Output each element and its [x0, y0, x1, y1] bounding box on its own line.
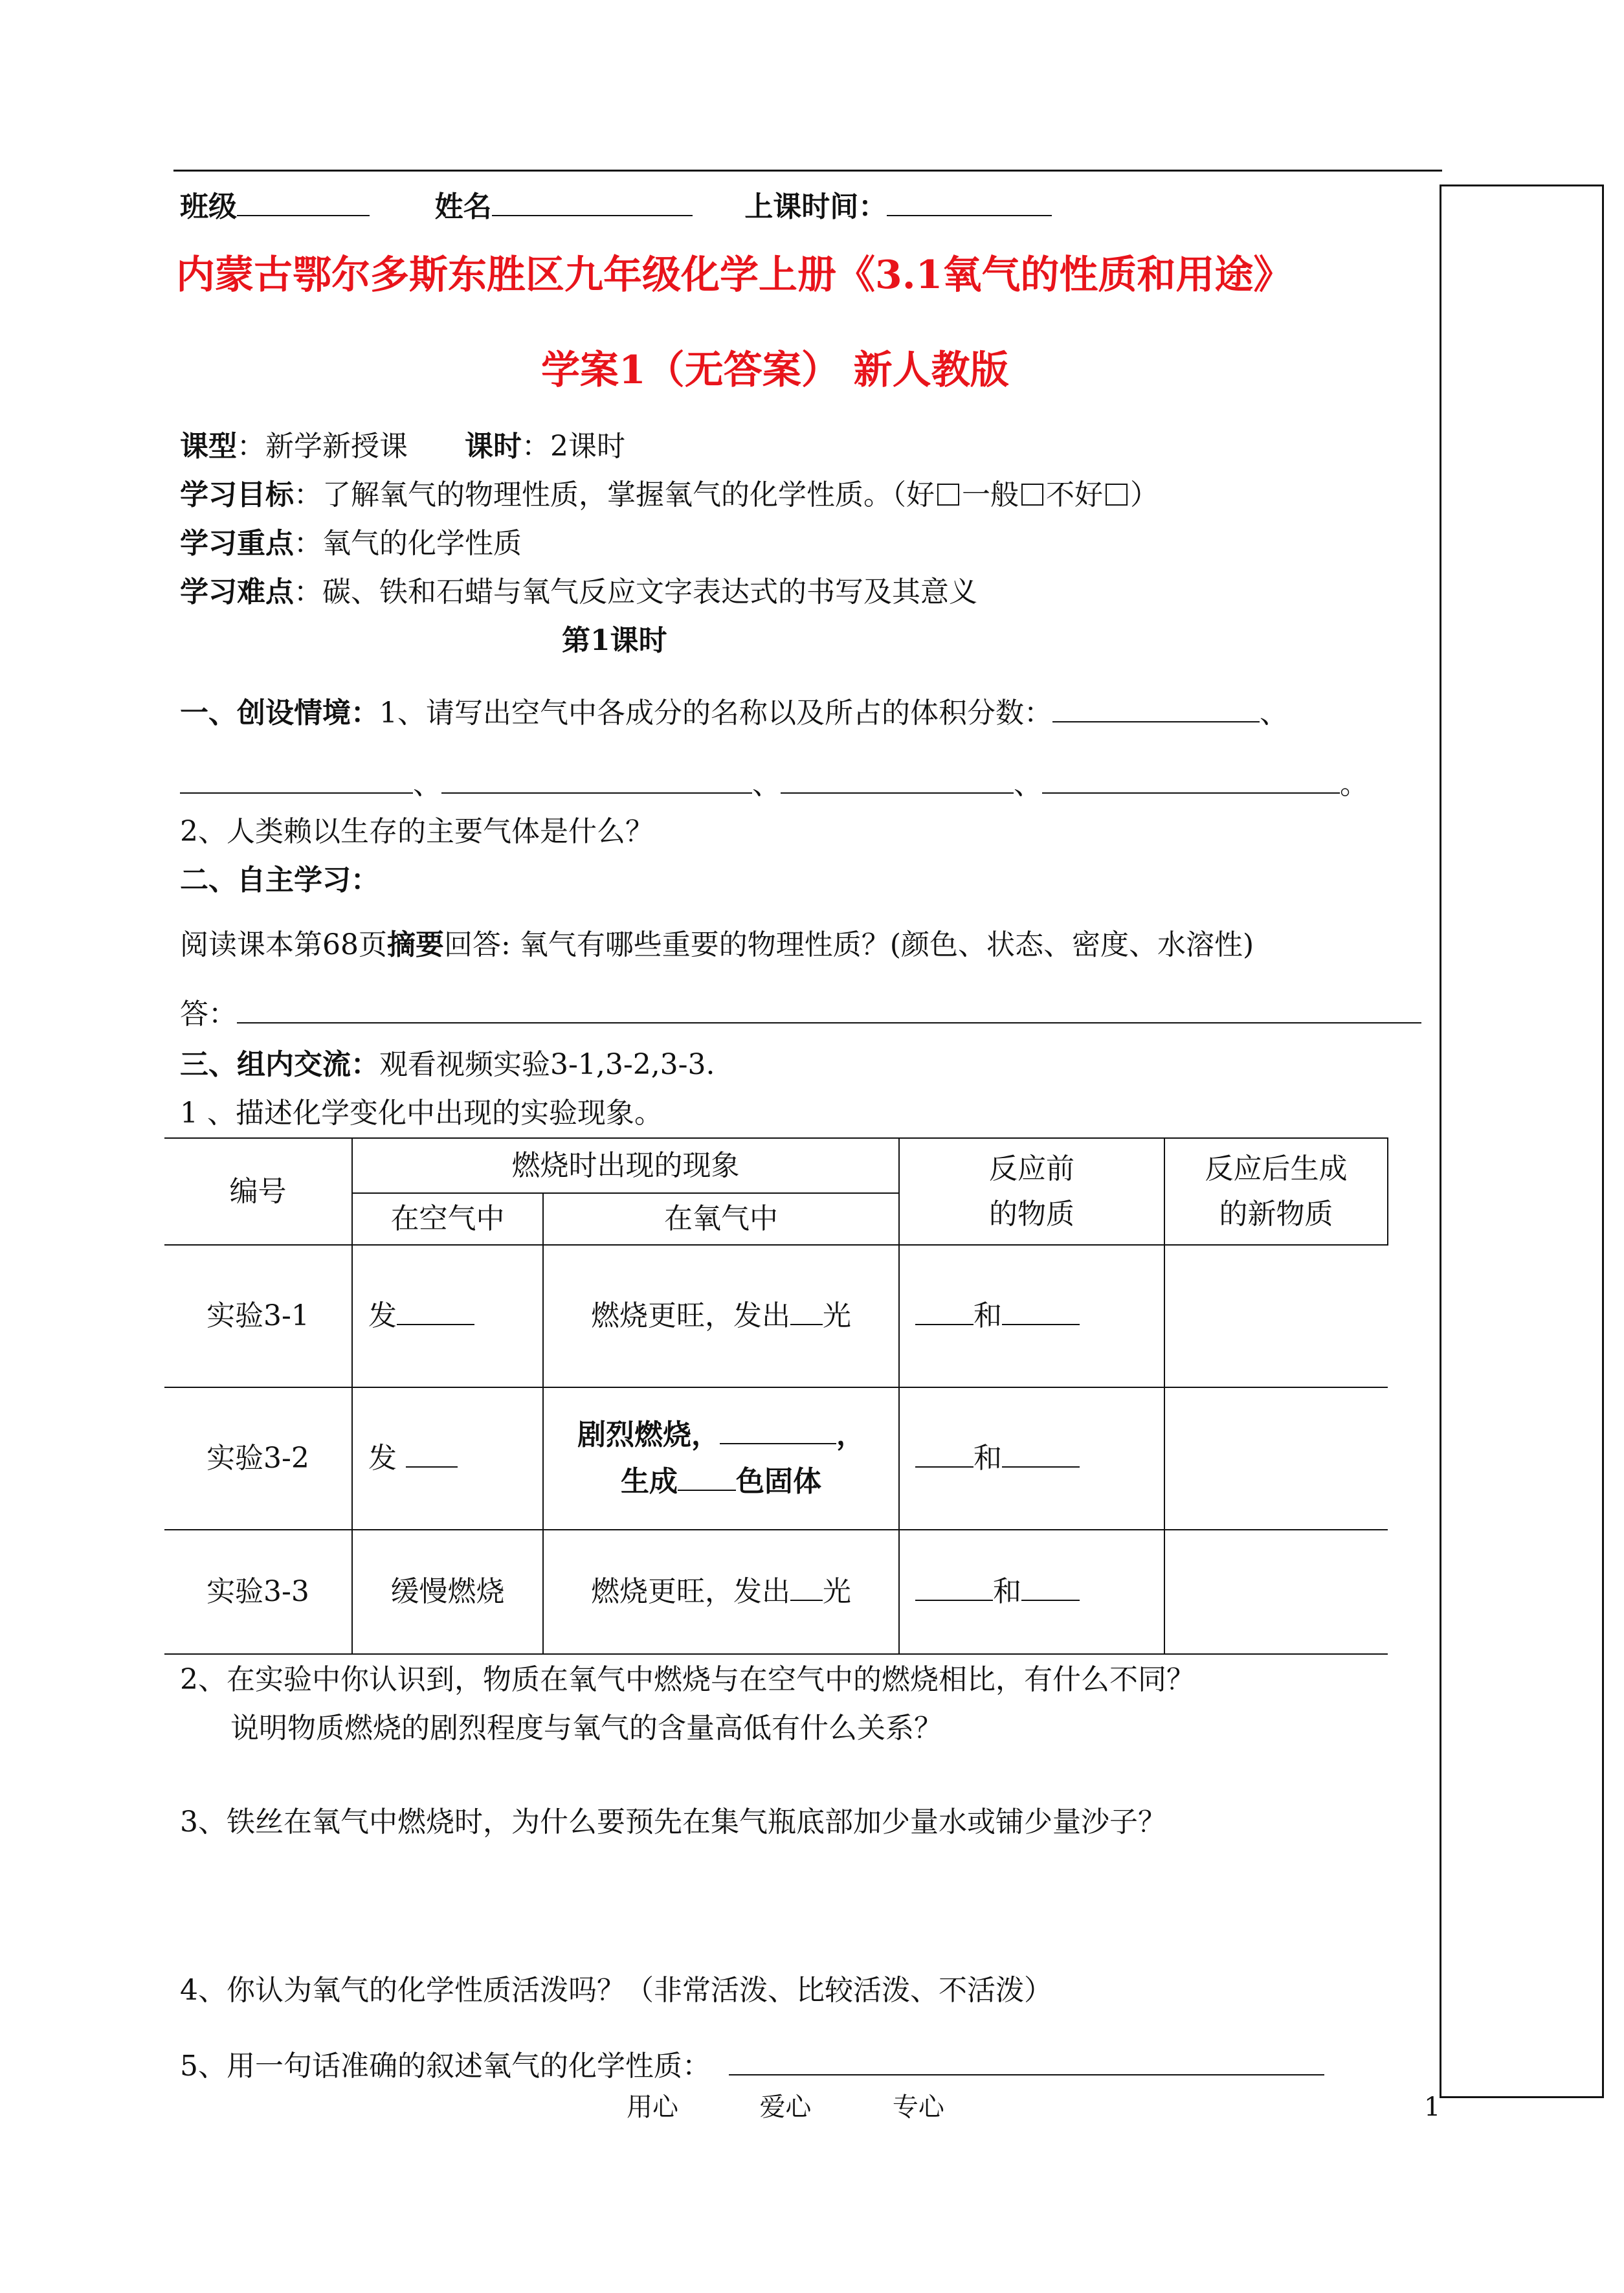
motto-2: 爱心 — [759, 2092, 812, 2122]
time-label: 上课时间： — [744, 190, 887, 223]
section3-heading: 三、组内交流： — [180, 1048, 379, 1081]
section2-heading: 二、自主学习： — [180, 864, 379, 897]
separator: 、 — [413, 768, 441, 801]
motto-3: 专心 — [892, 2092, 944, 2122]
row-oxygen-cell — [543, 1387, 899, 1530]
answer-blank[interactable] — [237, 994, 1421, 1023]
reactant-blank-1[interactable] — [915, 1295, 973, 1325]
header-reactants — [899, 1138, 1164, 1245]
answer-label: 答： — [180, 998, 237, 1031]
separator: 、 — [752, 768, 781, 801]
header-id: 编号 — [164, 1138, 352, 1245]
header-products-l1: 反应后生成 — [1205, 1152, 1348, 1185]
question-2-line2: 说明物质燃烧的剧烈程度与氧气的含量高低有什么关系？ — [230, 1712, 942, 1745]
row-oxygen-pre: 燃烧更旺，发出 — [591, 1575, 790, 1608]
table-row — [164, 1245, 1388, 1387]
air-component-blank-3[interactable] — [441, 764, 752, 794]
row-reactants-and: 和 — [973, 1442, 1002, 1475]
study-difficulty-value: ：碳、铁和石蜡与氧气反应文字表达式的书写及其意义 — [294, 576, 977, 609]
study-goal-text: ：了解氧气的物理性质，掌握氧气的化学性质。（好 — [294, 478, 935, 511]
row-oxygen-blank[interactable] — [790, 1571, 823, 1601]
study-focus-value: ：氧气的化学性质 — [294, 527, 522, 560]
course-hours-value: ：2课时 — [522, 430, 625, 463]
motto-1: 用心 — [627, 2092, 678, 2122]
question-2-line1: 2、在实验中你认识到，物质在氧气中燃烧与在空气中的燃烧相比，有什么不同？ — [180, 1663, 1195, 1696]
experiment-table — [164, 1137, 1388, 1655]
rating-ok-checkbox[interactable] — [1021, 484, 1043, 506]
air-component-blank-5[interactable] — [1042, 764, 1340, 794]
study-goal-close: ） — [1130, 478, 1159, 511]
row-oxygen-l2-pre: 生成 — [621, 1465, 678, 1498]
row-air-blank[interactable] — [397, 1295, 474, 1325]
row-air-blank[interactable] — [406, 1438, 458, 1468]
study-difficulty-label: 学习难点 — [180, 576, 294, 609]
reading-post: 回答: 氧气有哪些重要的物理性质？(颜色、状态、密度、水溶性) — [444, 928, 1254, 961]
reactant-blank-2[interactable] — [1002, 1295, 1080, 1325]
row-air-text: 发 — [368, 1442, 397, 1475]
name-label: 姓名 — [434, 190, 492, 223]
row-reactants-and: 和 — [993, 1575, 1021, 1608]
study-focus-line — [180, 524, 522, 563]
doc-title-line2: 学案1（无答案） 新人教版 — [541, 348, 1009, 393]
air-component-blank-1[interactable] — [1052, 693, 1260, 722]
header-phenomenon: 燃烧时出现的现象 — [352, 1138, 899, 1193]
header-in-oxygen: 在氧气中 — [543, 1193, 899, 1245]
study-goal-label: 学习目标 — [180, 478, 294, 511]
row-reactants-cell — [899, 1245, 1164, 1387]
reactant-blank-1[interactable] — [915, 1438, 973, 1468]
row-reactants-cell — [899, 1530, 1164, 1654]
doc-title-line1: 内蒙古鄂尔多斯东胜区九年级化学上册《3.1氧气的性质和用途》 — [176, 252, 1293, 298]
section1-q1: 1、请写出空气中各成分的名称以及所占的体积分数： — [379, 697, 1052, 730]
rating-ok-label: 一般 — [962, 478, 1019, 511]
row-oxygen-comma: ， — [836, 1418, 865, 1451]
page-number: 1 — [1424, 2092, 1441, 2122]
rating-bad-checkbox[interactable] — [1106, 484, 1128, 506]
row-id: 实验3-1 — [164, 1245, 352, 1387]
section1-heading: 一、创设情境： — [180, 697, 379, 730]
section2-reading — [180, 926, 1254, 965]
course-type-line — [180, 427, 625, 466]
row-oxygen-post: 光 — [823, 1299, 851, 1332]
course-hours-label: 课时 — [465, 430, 522, 463]
study-focus-label: 学习重点 — [180, 527, 294, 560]
question-3: 3、铁丝在氧气中燃烧时，为什么要预先在集气瓶底部加少量水或铺少量沙子？ — [180, 1806, 1166, 1839]
question-5-blank[interactable] — [729, 2046, 1324, 2075]
rating-bad-label: 不好 — [1046, 478, 1103, 511]
header-reactants-l2: 的物质 — [989, 1197, 1074, 1231]
row-oxygen-blank-1[interactable] — [720, 1415, 836, 1444]
separator: 、 — [1014, 768, 1042, 801]
row-air-cell — [352, 1387, 543, 1530]
class-blank[interactable] — [237, 186, 370, 216]
row-id: 实验3-3 — [164, 1530, 352, 1654]
table-row — [164, 1387, 1388, 1530]
row-reactants-and: 和 — [973, 1299, 1002, 1332]
footer-motto — [627, 2088, 944, 2127]
section1-q2: 2、人类赖以生存的主要气体是什么？ — [180, 815, 654, 848]
lesson-heading: 第1课时 — [562, 624, 667, 657]
rating-good-checkbox[interactable] — [937, 484, 959, 506]
reading-pre: 阅读课本第68页 — [180, 928, 387, 961]
row-air-text: 发 — [368, 1299, 397, 1332]
row-products-cell[interactable] — [1164, 1387, 1388, 1530]
question-5-line — [180, 2046, 1324, 2086]
section3-line — [180, 1046, 715, 1084]
name-blank[interactable] — [492, 186, 693, 216]
class-label: 班级 — [180, 190, 237, 223]
header-products-l2: 的新物质 — [1219, 1197, 1333, 1231]
side-box — [1440, 185, 1604, 2098]
study-goal-line — [180, 476, 1159, 515]
course-type-value: ：新学新授课 — [237, 430, 408, 463]
row-oxygen-post: 光 — [823, 1575, 851, 1608]
section2-answer-line — [180, 994, 1421, 1034]
section1-line2 — [180, 764, 1368, 804]
row-oxygen-blank[interactable] — [790, 1295, 823, 1325]
row-id: 实验3-2 — [164, 1387, 352, 1530]
reactant-blank-2[interactable] — [1002, 1438, 1080, 1468]
time-blank[interactable] — [887, 186, 1052, 216]
row-products-cell[interactable] — [1164, 1530, 1388, 1654]
row-oxygen-blank-2[interactable] — [678, 1461, 736, 1491]
header-products — [1164, 1138, 1388, 1245]
row-oxygen-l2-post: 色固体 — [736, 1465, 821, 1498]
section3-intro: 观看视频实验3-1,3-2,3-3. — [379, 1048, 715, 1081]
separator: 、 — [1260, 697, 1288, 730]
row-oxygen-cell — [543, 1245, 899, 1387]
top-rule — [173, 170, 1442, 172]
reactant-blank-2[interactable] — [1021, 1571, 1080, 1601]
question-5: 5、用一句话准确的叙述氧气的化学性质： — [180, 2050, 711, 2083]
row-air-cell: 缓慢燃烧 — [352, 1530, 543, 1654]
section1-line1 — [180, 693, 1288, 733]
air-component-blank-2[interactable] — [180, 764, 413, 794]
question-4: 4、你认为氧气的化学性质活泼吗？（非常活泼、比较活泼、不活泼） — [180, 1974, 1052, 2007]
row-air-cell — [352, 1245, 543, 1387]
header-in-air: 在空气中 — [352, 1193, 543, 1245]
study-difficulty-line — [180, 573, 977, 612]
course-type-label: 课型 — [180, 430, 237, 463]
header-reactants-l1: 反应前 — [989, 1152, 1074, 1185]
reactant-blank-1[interactable] — [915, 1571, 993, 1601]
row-products-cell[interactable] — [1164, 1245, 1388, 1387]
reading-bold: 摘要 — [387, 928, 444, 961]
row-oxygen-cell — [543, 1530, 899, 1654]
row-oxygen-l1: 剧烈燃烧， — [577, 1418, 720, 1451]
row-oxygen-pre: 燃烧更旺，发出 — [591, 1299, 790, 1332]
period: 。 — [1340, 768, 1368, 801]
section3-q1: 1 、描述化学变化中出现的实验现象。 — [180, 1097, 663, 1130]
header-fields — [180, 186, 1052, 227]
row-reactants-cell — [899, 1387, 1164, 1530]
air-component-blank-4[interactable] — [781, 764, 1014, 794]
table-row — [164, 1530, 1388, 1654]
